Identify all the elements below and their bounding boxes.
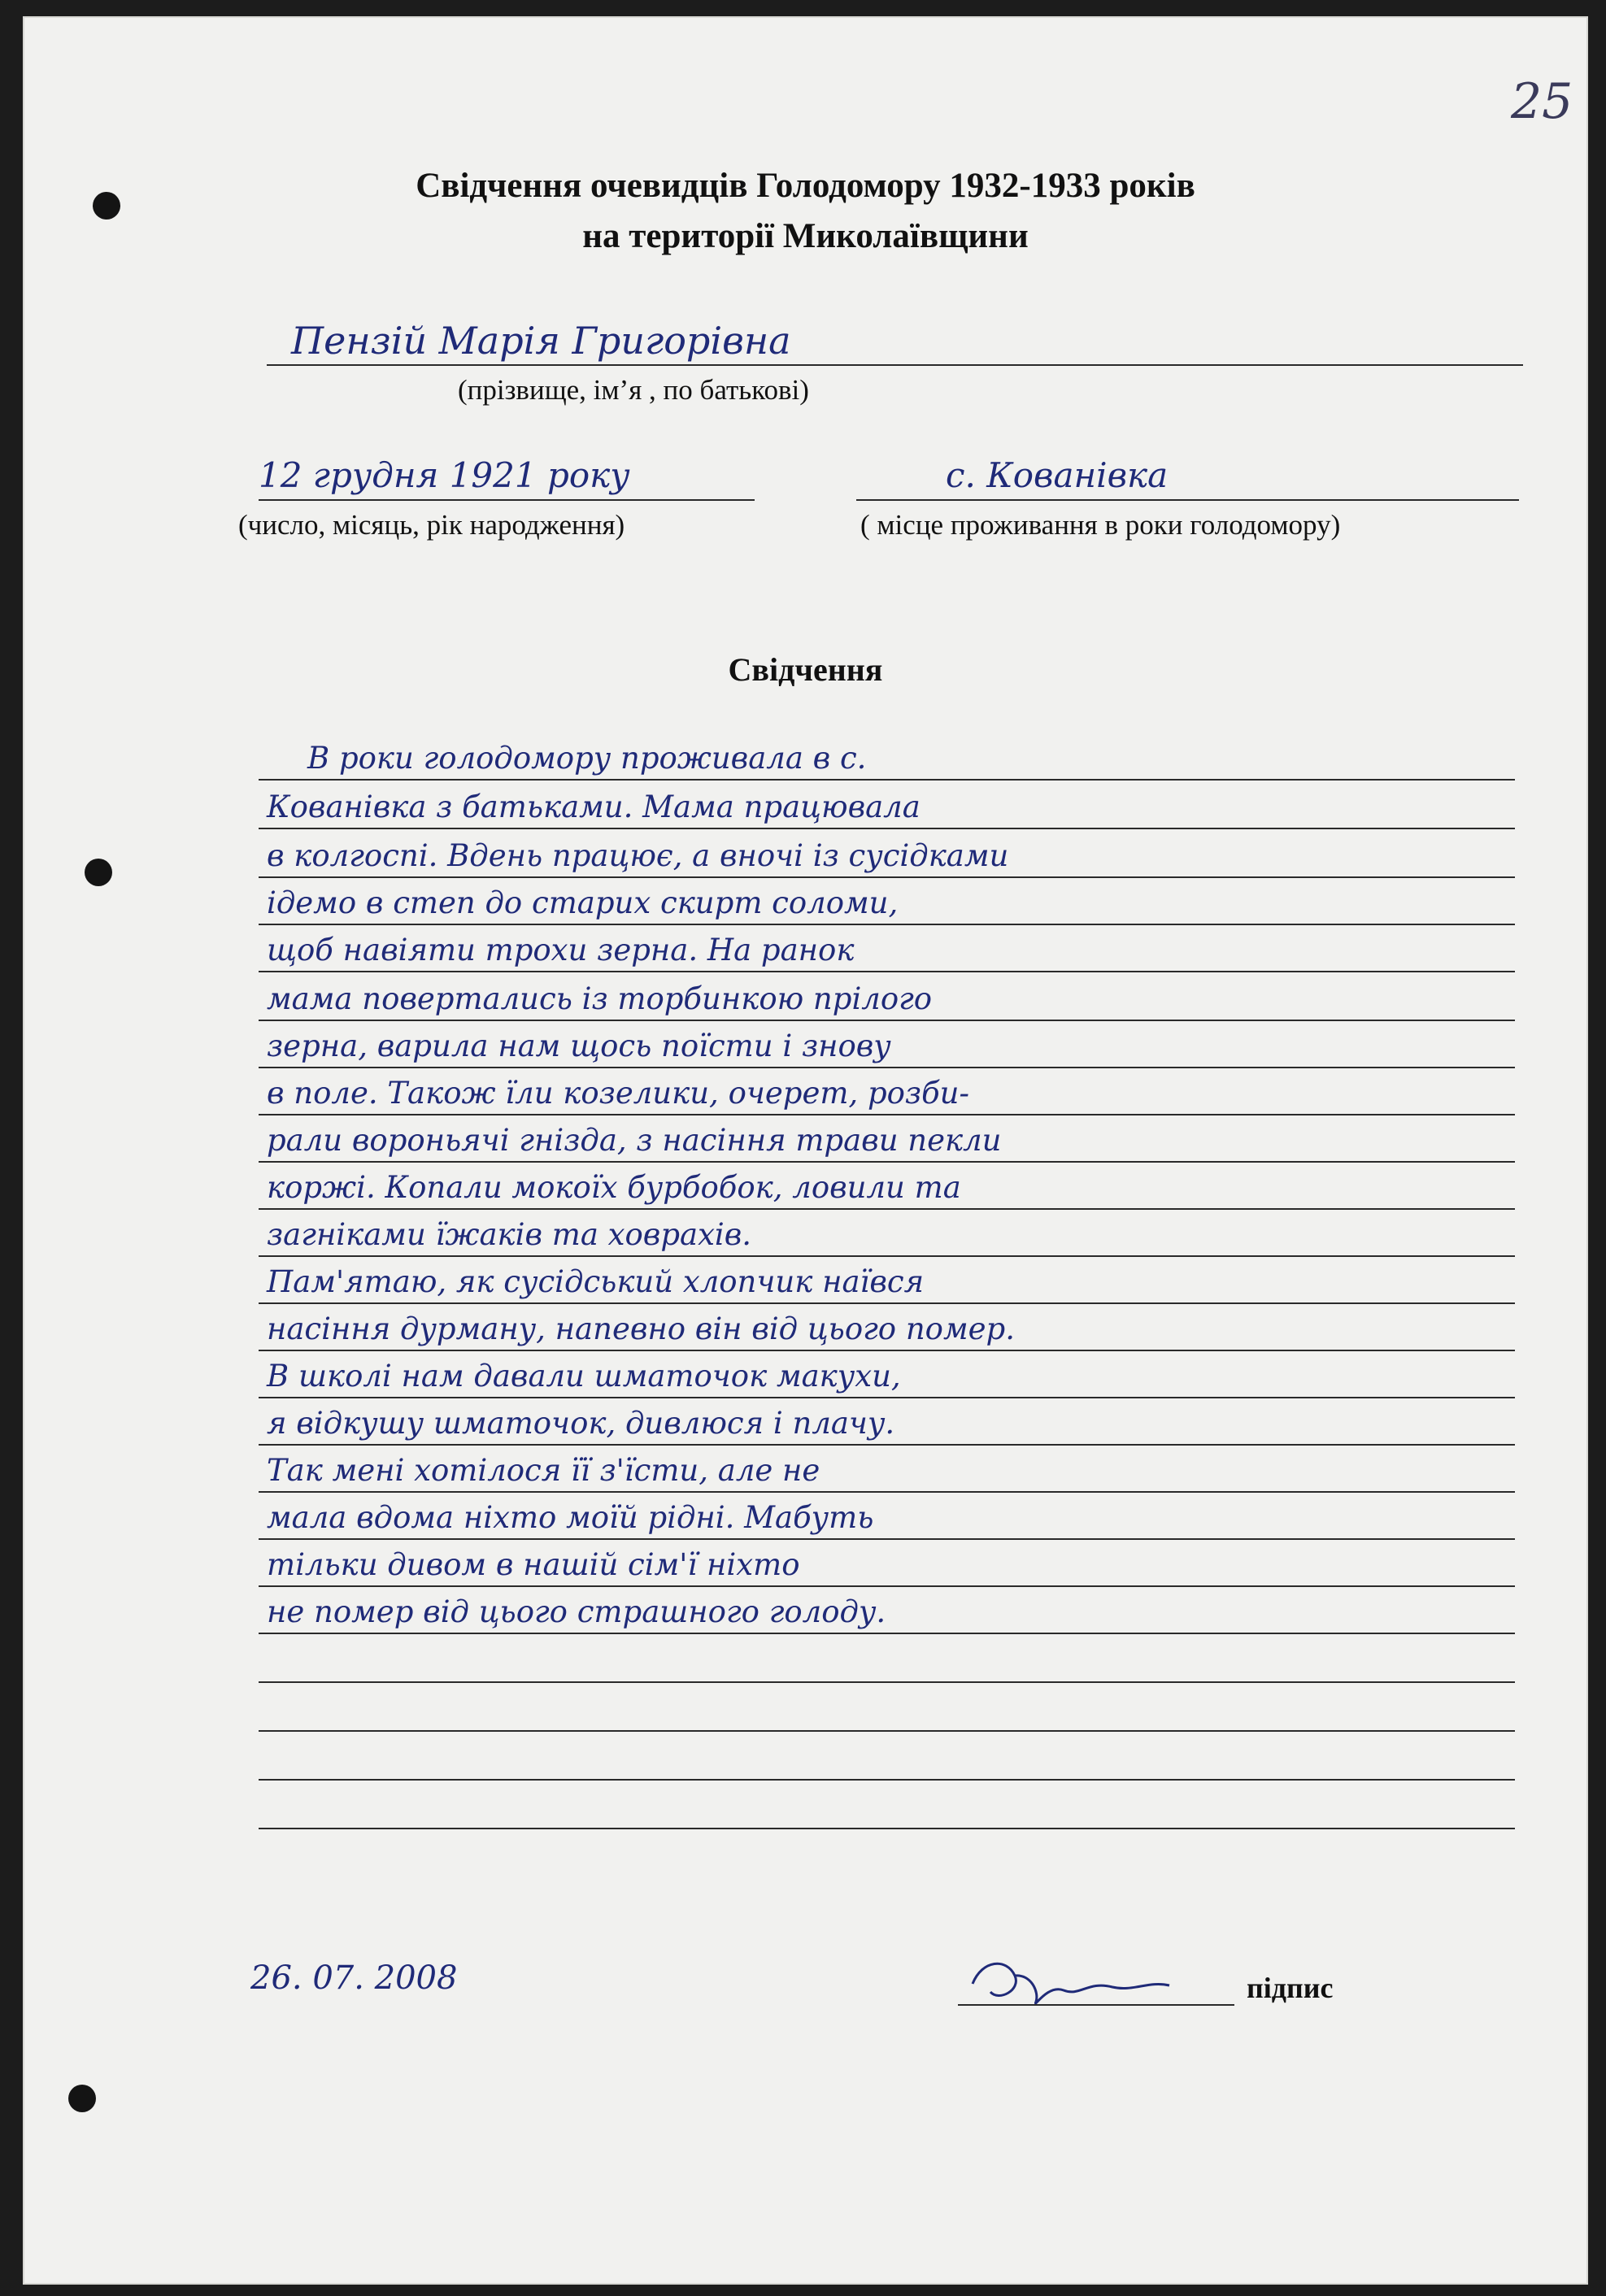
testimony-line: мала вдома ніхто моїй рідні. Мабуть [259, 1491, 1515, 1540]
birth-date-underline [259, 499, 755, 501]
document-page [23, 16, 1588, 2285]
signature-label: підпис [1247, 1972, 1334, 2004]
testimony-line [259, 1732, 1515, 1781]
residence-value: с. Кованівка [946, 455, 1169, 495]
document-title-line2: на території Миколаївщини [582, 217, 1029, 255]
residence-underline [856, 499, 1519, 501]
residence-caption: ( місце проживання в роки голодомору) [860, 509, 1341, 541]
testimony-line: рали вороньячі гнізда, з насіння трави пекли [259, 1114, 1515, 1163]
testimony-line: коржі. Копали мокоїх бурбобок, ловили та [259, 1161, 1515, 1210]
testimony-line: тільки дивом в нашій сім'ї ніхто [259, 1538, 1515, 1587]
testimony-line: насіння дурману, напевно він від цього помер. [259, 1302, 1515, 1351]
testimony-line: зерна, варила нам щось поїсти і знову [259, 1020, 1515, 1068]
testimony-line: я відкушу шматочок, дивлюся і плачу. [259, 1397, 1515, 1446]
testimony-line: Кованівка з батьками. Мама працювала [259, 781, 1515, 829]
testimony-line: В роки голодомору проживала в с. [259, 732, 1515, 781]
testimony-line: Пам'ятаю, як сусідський хлопчик наївся [259, 1255, 1515, 1304]
testimony-line: в поле. Також їли козелики, очерет, розби- [259, 1067, 1515, 1115]
testimony-heading: Свідчення [728, 651, 883, 688]
full-name-underline [267, 364, 1523, 366]
punch-hole [68, 2085, 96, 2112]
testimony-line: в колгоспі. Вдень працює, а вночі із сусідками [259, 829, 1515, 878]
testimony-line: мама повертались із торбинкою прілого [259, 972, 1515, 1021]
testimony-line: щоб навіяти трохи зерна. На ранок [259, 924, 1515, 972]
birth-date-value: 12 грудня 1921 року [259, 455, 630, 495]
testimony-line: Так мені хотілося її з'їсти, але не [259, 1444, 1515, 1493]
testimony-line [259, 1781, 1515, 1829]
signature-underline [958, 2004, 1234, 2006]
signature-mark [958, 1951, 1234, 2016]
full-name-value: Пензій Марія Григорівна [291, 319, 791, 363]
archive-number: 25 [1511, 73, 1573, 130]
testimony-line: ідемо в степ до старих скирт соломи, [259, 876, 1515, 925]
date-value: 26. 07. 2008 [250, 1959, 458, 1997]
document-title-line1: Свідчення очевидців Голодомору 1932-1933 років [416, 167, 1195, 205]
testimony-line: не помер від цього страшного голоду. [259, 1585, 1515, 1634]
testimony-line: В школі нам давали шматочок макухи, [259, 1350, 1515, 1398]
punch-hole [85, 859, 112, 886]
testimony-line [259, 1683, 1515, 1732]
testimony-line [259, 1634, 1515, 1683]
birth-date-caption: (число, місяць, рік народження) [238, 509, 625, 541]
full-name-caption: (прізвище, ім’я , по батькові) [458, 374, 809, 406]
testimony-line: загніками їжаків та ховрахів. [259, 1208, 1515, 1257]
